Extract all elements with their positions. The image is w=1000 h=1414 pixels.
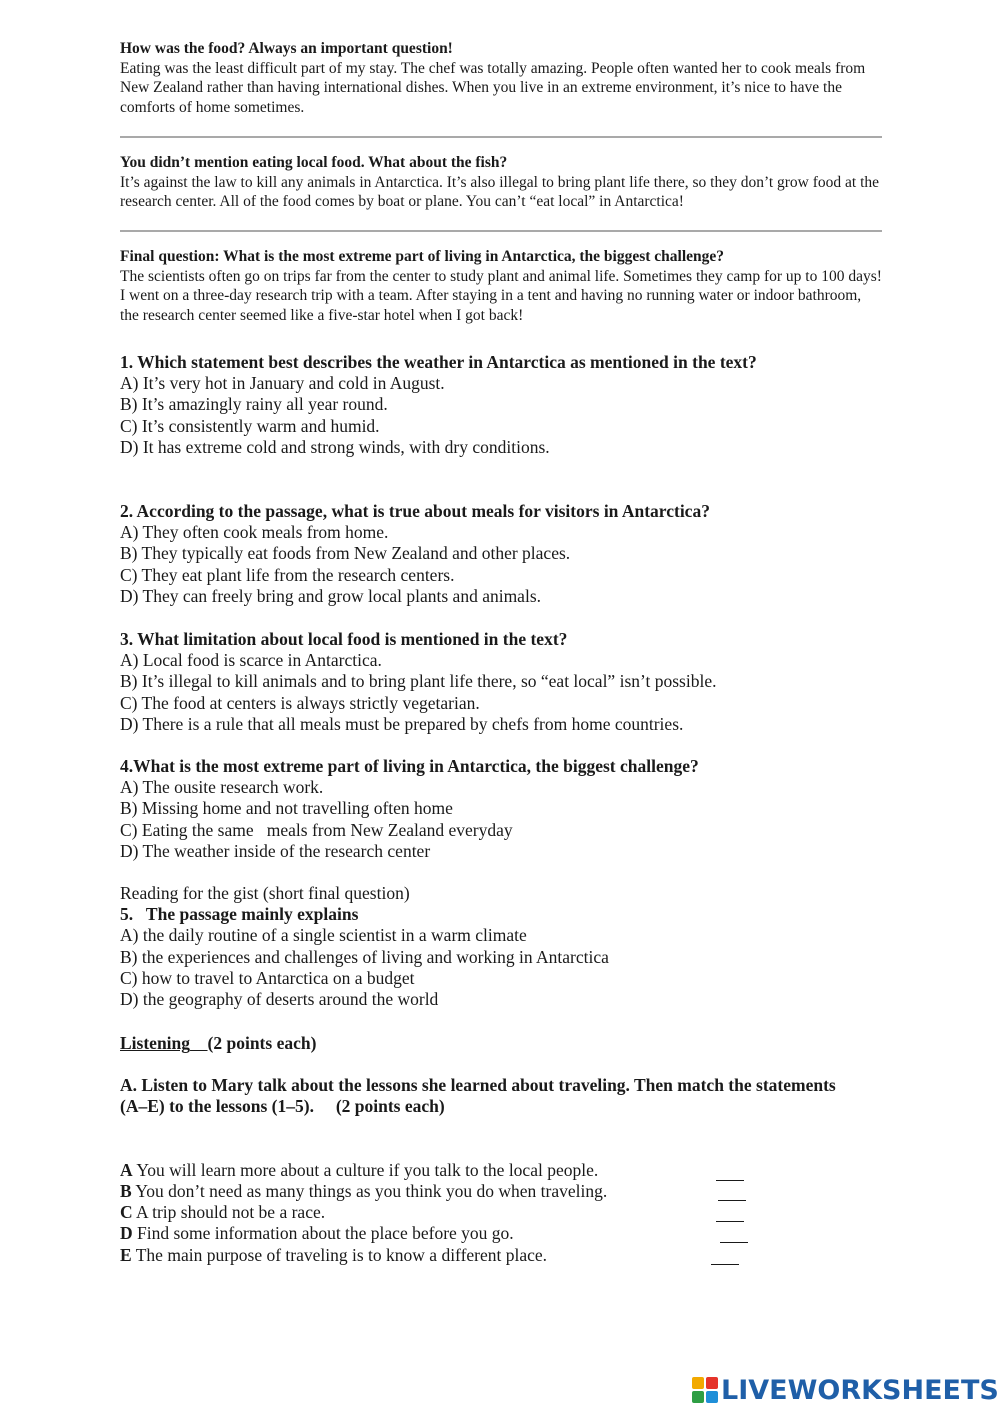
option-b[interactable]: B) the experiences and challenges of living and working in Antarctica [120, 946, 609, 967]
option-d[interactable]: D) There is a rule that all meals must be prepared by chefs from home countries. [120, 713, 684, 734]
liveworksheets-logo [692, 1373, 999, 1407]
option-a[interactable]: A) the daily routine of a single scientist in a warm climate [120, 925, 527, 946]
listening-instruction [120, 1075, 890, 1117]
option-b[interactable]: B) They typically eat foods from New Zealand and other places. [120, 543, 571, 564]
listening-title: Listening [120, 1033, 191, 1053]
question-3 [120, 629, 882, 735]
option-b[interactable]: B) Missing home and not travelling often home [120, 798, 453, 819]
option-d[interactable]: D) The weather inside of the research center [120, 840, 431, 861]
logo-grid-icon [692, 1377, 718, 1403]
option-b[interactable]: B) It’s amazingly rainy all year round. [120, 394, 388, 415]
statement-row-d [120, 1223, 770, 1244]
reading-section-local-food [120, 153, 882, 212]
statement-text: You don’t need as many things as you think you do when traveling. [131, 1181, 608, 1201]
option-a[interactable]: A) They often cook meals from home. [120, 522, 389, 543]
option-c[interactable]: C) how to travel to Antarctica on a budget [120, 967, 415, 988]
question-stem: 1. Which statement best describes the weather in Antarctica as mentioned in the text? [120, 352, 757, 372]
answer-blank-d[interactable] [720, 1242, 748, 1243]
option-a[interactable]: A) The ousite research work. [120, 777, 324, 798]
question-5 [120, 883, 882, 1010]
statement-letter: A [120, 1160, 133, 1180]
option-b[interactable]: B) It’s illegal to kill animals and to bring plant life there, so “eat local” isn’t possible. [120, 671, 717, 692]
section-question: How was the food? Always an important question! [120, 40, 453, 57]
instruction-line-2: (A–E) to the lessons (1–5). (2 points each) [120, 1096, 445, 1117]
question-2 [120, 501, 882, 607]
option-d[interactable]: D) It has extreme cold and strong winds, with dry conditions. [120, 436, 550, 457]
reading-section-challenge [120, 247, 882, 325]
option-d[interactable]: D) They can freely bring and grow local plants and animals. [120, 585, 541, 606]
statement-text: The main purpose of traveling is to know a different place. [131, 1245, 548, 1265]
option-a[interactable]: A) Local food is scarce in Antarctica. [120, 650, 382, 671]
statement-text: You will learn more about a culture if you talk to the local people. [132, 1160, 599, 1180]
question-stem: 2. According to the passage, what is true about meals for visitors in Antarctica? [120, 501, 710, 521]
option-c[interactable]: C) They eat plant life from the research centers. [120, 564, 455, 585]
divider [120, 230, 882, 232]
section-question: Final question: What is the most extreme part of living in Antarctica, the biggest challenge? [120, 248, 725, 265]
heading-spacer [190, 1033, 208, 1053]
option-c[interactable]: C) Eating the same meals from New Zealand everyday [120, 819, 513, 840]
question-stem: 3. What limitation about local food is mentioned in the text? [120, 629, 568, 649]
statement-row-b [120, 1181, 770, 1202]
answer-blank-e[interactable] [711, 1264, 739, 1265]
option-c[interactable]: C) The food at centers is always strictly vegetarian. [120, 692, 480, 713]
statement-row-a [120, 1160, 770, 1181]
option-a[interactable]: A) It’s very hot in January and cold in August. [120, 373, 445, 394]
reading-section-food [120, 39, 882, 117]
listening-points: (2 points each) [207, 1033, 317, 1053]
section-question: You didn’t mention eating local food. What about the fish? [120, 154, 508, 171]
instruction-line-1: A. Listen to Mary talk about the lessons she learned about traveling. Then match the statements [120, 1075, 836, 1095]
section-answer: It’s against the law to kill any animals in Antarctica. It’s also illegal to bring plant life there, so they don’t grow food at the research center. All of the food comes by boat or plane. You can’t “eat local” in Antarctica! [120, 173, 880, 211]
statement-row-c [120, 1202, 770, 1223]
answer-blank-c[interactable] [716, 1221, 744, 1222]
statement-letter: E [120, 1245, 132, 1265]
statement-text: A trip should not be a race. [132, 1202, 326, 1222]
statement-text: Find some information about the place before you go. [132, 1223, 514, 1243]
section-answer: The scientists often go on trips far from the center to study plant and animal life. Sometimes they camp for up to 100 days! I went on a three-day research trip with a team. After staying in a tent and having no running water or indoor bathroom, the research center seemed like a five-star hotel when I got back! [120, 267, 882, 324]
question-stem: 4.What is the most extreme part of living in Antarctica, the biggest challenge? [120, 756, 699, 776]
statement-letter: C [120, 1202, 133, 1222]
statement-row-e [120, 1245, 770, 1266]
gist-intro: Reading for the gist (short final question) [120, 883, 410, 903]
option-c[interactable]: C) It’s consistently warm and humid. [120, 415, 380, 436]
divider [120, 136, 882, 138]
option-d[interactable]: D) the geography of deserts around the world [120, 989, 439, 1010]
listening-heading [120, 1033, 882, 1054]
logo-wordmark: LIVEWORKSHEETS [721, 1374, 999, 1406]
statement-letter: D [120, 1223, 133, 1243]
question-4 [120, 756, 882, 862]
statement-letter: B [120, 1181, 132, 1201]
section-answer: Eating was the least difficult part of my stay. The chef was totally amazing. People often wanted her to cook meals from New Zealand rather than having international dishes. When you live in an extreme environment, it’s nice to have the comforts of home sometimes. [120, 59, 866, 116]
question-1 [120, 352, 882, 458]
answer-blank-b[interactable] [718, 1200, 746, 1201]
question-stem: 5. The passage mainly explains [120, 904, 359, 925]
